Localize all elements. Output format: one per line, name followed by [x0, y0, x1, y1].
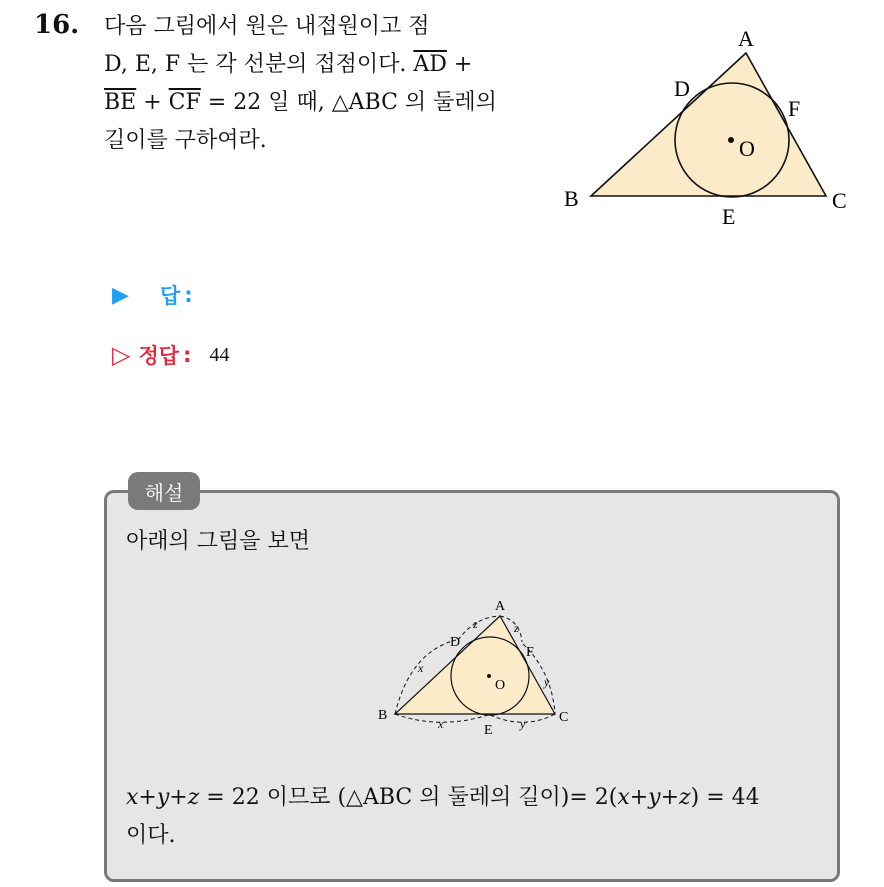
problem-line-3-text: 일 때, [268, 90, 325, 115]
problem-line-3-end: 의 둘레의 [404, 90, 497, 115]
sol-label-y1: y [544, 675, 550, 689]
correct-answer-row [112, 340, 229, 370]
answer-arrow-icon: ▶ [112, 282, 129, 308]
center-dot [728, 137, 734, 143]
correct-value: 44 [209, 343, 230, 366]
eq-sum-paren: x+y+z [617, 785, 691, 810]
segment-ad: $\overline{AD}$ [413, 52, 447, 77]
sol-label-z1: z [473, 617, 478, 631]
label-a: A [738, 26, 754, 51]
triangle-figure [556, 18, 856, 238]
triangle-shape [591, 53, 826, 196]
sol-label-a: A [495, 599, 506, 614]
problem-line-1: 다음 그림에서 원은 내접원이고 점 [104, 14, 430, 39]
problem-line-3 [104, 84, 534, 122]
eq-result: ) = 44 [690, 785, 760, 810]
segment-cf: $\overline{CF}$ [168, 90, 201, 115]
eq-middle: = 22 이므로 (△ABC 의 둘레의 길이)= 2( [199, 785, 618, 810]
label-c: C [832, 188, 847, 213]
sol-label-b: B [378, 708, 388, 723]
problem-line-2-text: D, E, F 는 각 선분의 접점이다. [104, 52, 407, 77]
sol-label-x1: x [418, 661, 424, 675]
problem-line-2 [104, 46, 534, 84]
label-e: E [722, 204, 736, 229]
plus-sign-1: + [453, 52, 473, 77]
segment-be: $\overline{BE}$ [104, 90, 137, 115]
problem-line-4: 길이를 구하여라. [104, 128, 267, 153]
sol-label-e: E [484, 723, 493, 738]
eq-sum-left: x+y+z [126, 785, 200, 810]
sol-label-f: F [526, 645, 534, 660]
solution-equation [126, 780, 760, 811]
sol-label-c: C [559, 710, 569, 725]
plus-sign-2: + [143, 90, 162, 115]
sol-label-o: O [495, 678, 506, 693]
problem-number: 16. [34, 10, 80, 40]
correct-label: 정답 [138, 344, 180, 368]
label-f: F [788, 96, 801, 121]
sol-label-d: D [450, 635, 461, 650]
sol-label-z2: z [514, 621, 519, 635]
correct-arrow-icon: ▷ [112, 341, 131, 369]
label-b: B [564, 186, 579, 211]
answer-colon: : [184, 283, 193, 307]
solution-center-dot [487, 674, 491, 678]
solution-intro: 아래의 그림을 보면 [126, 529, 311, 554]
triangle-name: △ABC [331, 90, 398, 115]
solution-end: 이다. [126, 823, 176, 848]
label-o: O [739, 136, 755, 161]
equals-value: = 22 [207, 90, 262, 115]
answer-label: 답 [160, 284, 181, 308]
sol-label-y2: y [520, 717, 526, 731]
answer-row [112, 280, 193, 310]
correct-colon: : [183, 343, 192, 367]
sol-label-x2: x [438, 717, 444, 731]
problem-text [104, 8, 534, 160]
solution-figure [370, 592, 580, 742]
label-d: D [674, 76, 690, 101]
solution-tag: 해설 [128, 472, 200, 510]
